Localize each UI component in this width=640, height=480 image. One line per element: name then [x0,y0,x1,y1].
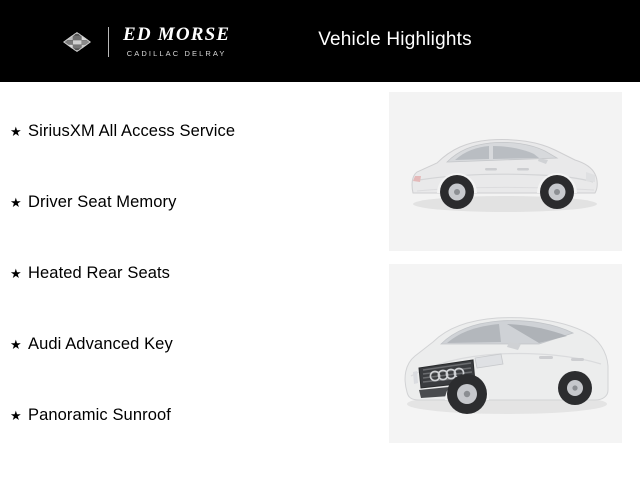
list-item [0,96,380,167]
list-item [0,238,380,309]
dealer-subtitle: CADILLAC DELRAY [126,48,227,58]
list-item [0,380,380,451]
page-content [0,82,640,480]
star-bullet-icon: ★ [10,266,22,281]
star-bullet-icon: ★ [10,195,22,210]
star-bullet-icon: ★ [10,408,22,423]
list-item [0,167,380,238]
feature-label: SiriusXM All Access Service [28,122,236,140]
feature-label: Panoramic Sunroof [28,406,171,424]
page-header [0,0,640,82]
feature-list [0,96,380,451]
feature-label: Driver Seat Memory [28,193,177,211]
list-item [0,309,380,380]
vehicle-photo-front-three-quarter [389,264,622,443]
star-bullet-icon: ★ [10,337,22,352]
dealer-name: ED MORSE [123,23,231,45]
vehicle-photo-side-profile [389,92,622,251]
feature-label: Heated Rear Seats [28,264,171,282]
feature-label: Audi Advanced Key [28,335,173,353]
page-title: Vehicle Highlights [318,29,472,50]
star-bullet-icon: ★ [10,124,22,139]
